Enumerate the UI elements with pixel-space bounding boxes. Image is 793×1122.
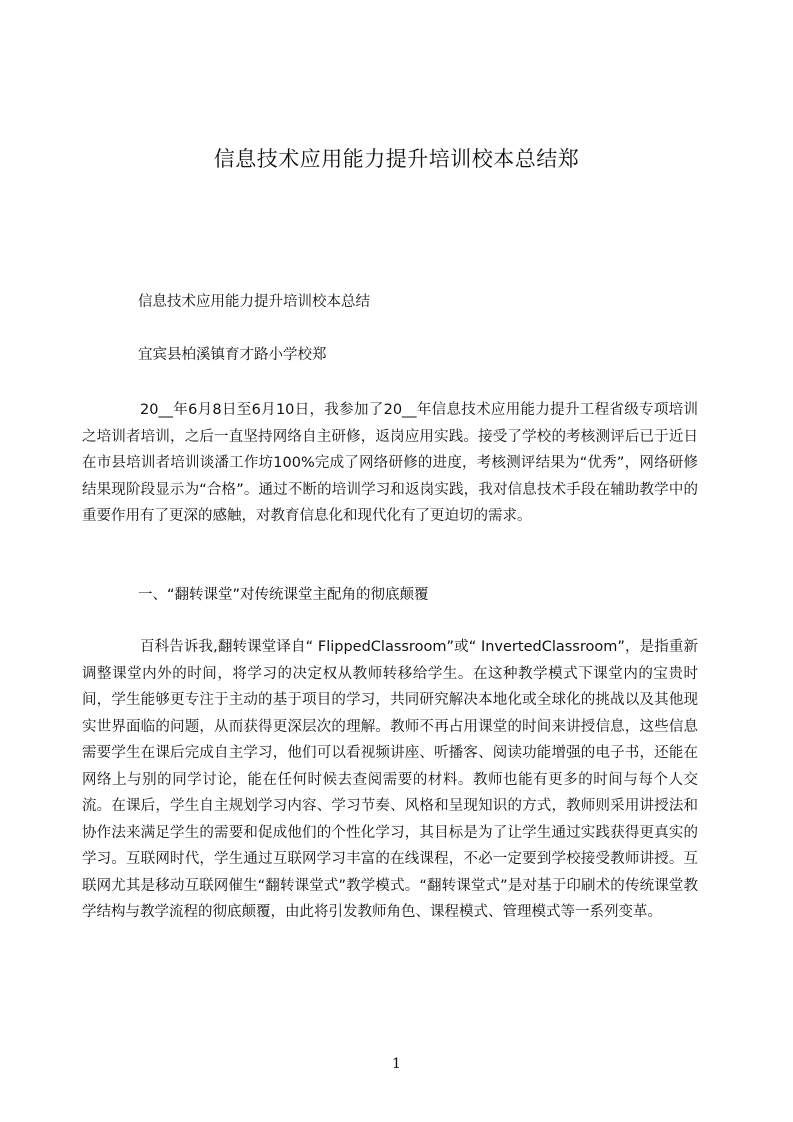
page-number: 1 xyxy=(392,1056,401,1072)
page-title: 信息技术应用能力提升培训校本总结郑 xyxy=(213,147,580,171)
paragraph-intro: 20__年6月8日至6月10日，我参加了20__年信息技术应用能力提升工程省级专项培训之培训者培训，之后一直坚持网络自主研修，返岗应用实践。接受了学校的考核测评后已于近日在市县培训者培训谈潘工作坊100%完成了网络研修的进度，考核测评结果为“优秀”，网络研修结果现阶段显示为“合格”。通过不断的培训学习和返岗实践，我对信息技术手段在辅助教学中的重要作用有了更深的感触，对教育信息化和现代化有了更迫切的需求。 xyxy=(82,402,698,524)
paragraph-flipped-classroom: 百科告诉我,翻转课堂译自“ FlippedClassroom”或“ InvertedClassroom”，是指重新调整课堂内外的时间，将学习的决定权从教师转移给学生。在这种教学模式下课堂内的宝贵时间，学生能够更专注于主动的基于项目的学习，共同研究解决本地化或全球化的挑战以及其他现实世界面临的问题，从而获得更深层次的理解。教师不再占用课堂的时间来讲授信息，这些信息需要学生在课后完成自主学习，他们可以看视频讲座、听播客、阅读功能增强的电子书，还能在网络上与别的同学讨论，能在任何时候去查阅需要的材料。教师也能有更多的时间与每个人交流。在课后，学生自主规划学习内容、学习节奏、风格和呈现知识的方式，教师则采用讲授法和协作法来满足学生的需要和促成他们的个性化学习，其目标是为了让学生通过实践获得更真实的学习。互联网时代，学生通过互联网学习丰富的在线课程，不必一定要到学校接受教师讲授。互联网尤其是移动互联网催生“翻转课堂式”教学模式。“翻转课堂式”是对基于印刷术的传统课堂教学结构与教学流程的彻底颠覆，由此将引发教师角色、课程模式、管理模式等一系列变革。 xyxy=(82,639,698,920)
section-heading: 一、“翻转课堂”对传统课堂主配角的彻底颠覆 xyxy=(138,587,429,603)
document-subtitle: 信息技术应用能力提升培训校本总结 xyxy=(138,294,370,310)
author-line: 宜宾县柏溪镇育才路小学校郑 xyxy=(138,347,327,363)
